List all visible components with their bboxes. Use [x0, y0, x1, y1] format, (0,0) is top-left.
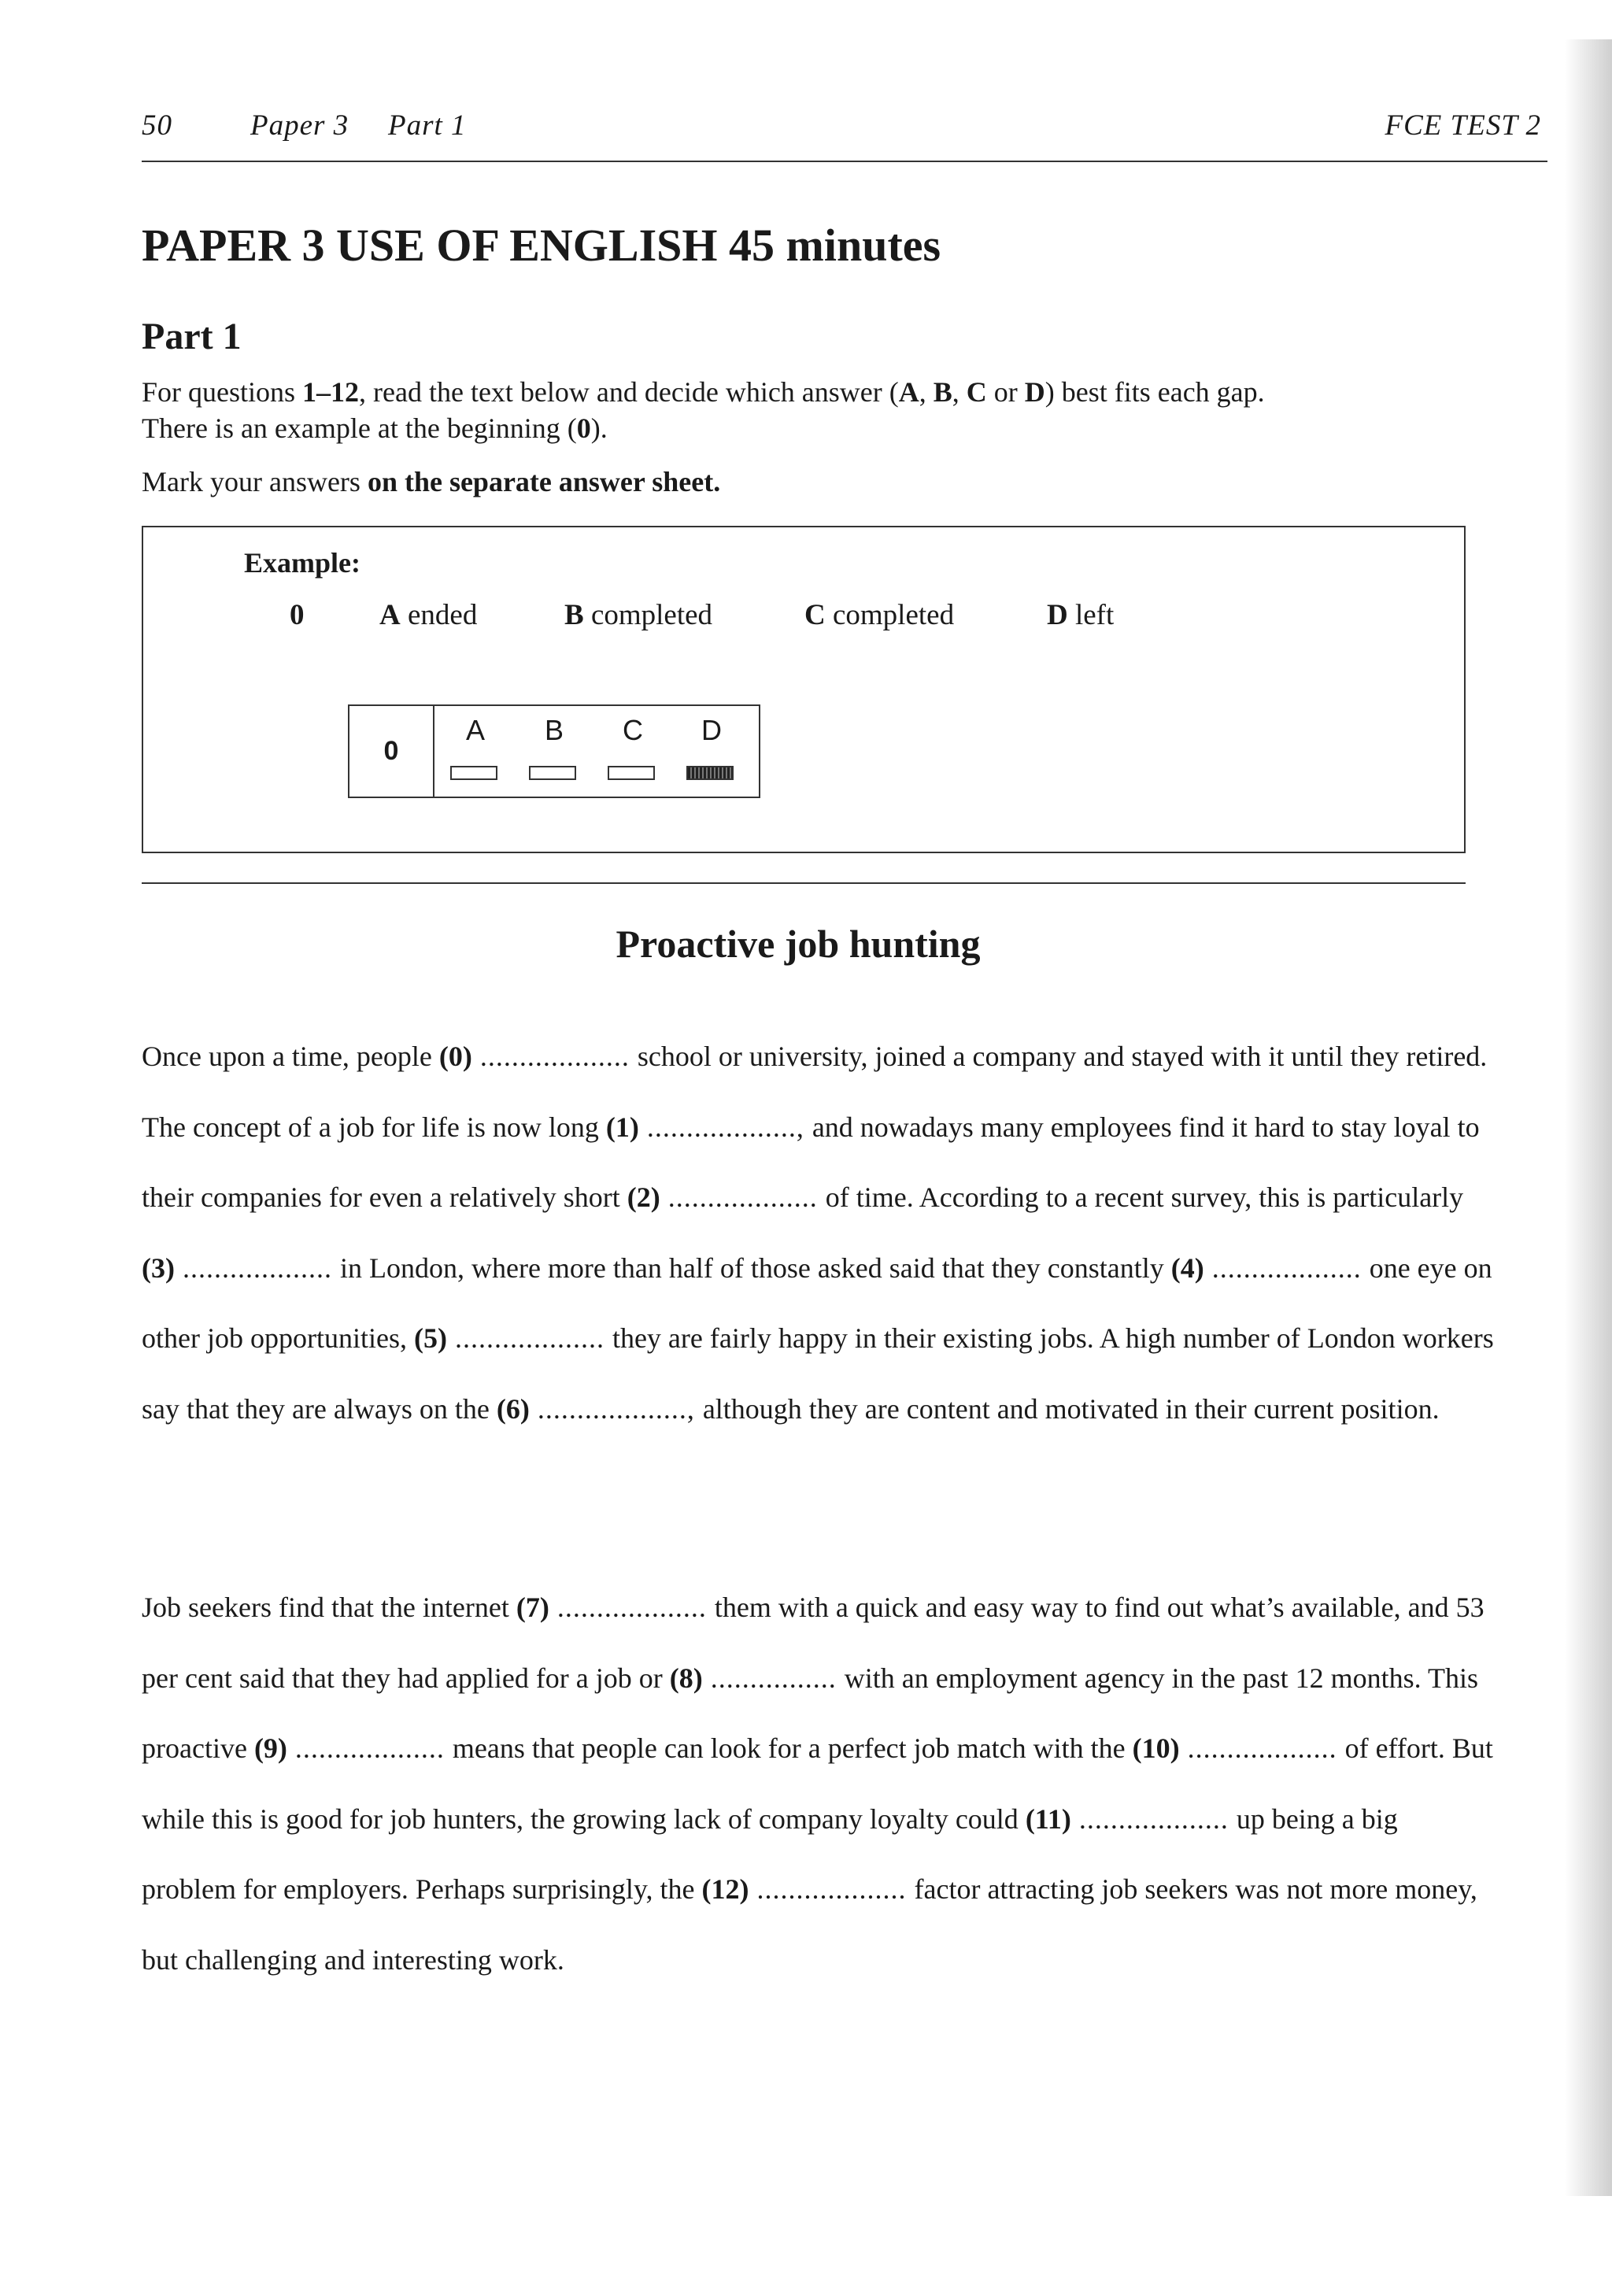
gap-dots: ................... [1070, 1802, 1237, 1835]
option-letter: B [564, 599, 584, 631]
answer-cell-b [515, 706, 593, 797]
gap-dots: ................... [1179, 1732, 1345, 1764]
option-letter: D [1024, 376, 1045, 408]
example-label: Example: [244, 547, 360, 579]
gap-dots: ................... [660, 1181, 826, 1213]
example-number: 0 [576, 412, 591, 444]
option-letter: D [1047, 599, 1068, 631]
text-title: Proactive job hunting [616, 922, 981, 966]
answer-cell-a [436, 706, 515, 797]
instruction-text: ) best fits each gap. [1044, 376, 1265, 408]
option-text: left [1074, 599, 1115, 631]
gap-dots: ................... [549, 1592, 715, 1623]
example-option-d [1047, 598, 1114, 632]
answer-bubble-b [529, 766, 576, 780]
option-text: ended [407, 599, 478, 631]
gap-dots: ................... [749, 1873, 915, 1905]
part-title: Part 1 [142, 316, 242, 357]
cloze-paragraph-1 [142, 1022, 1496, 1444]
passage-text: in London, where more than half of those asked said that they constantly [339, 1252, 1171, 1284]
gap-number: (6) [496, 1392, 530, 1425]
instruction-text: or [986, 376, 1025, 408]
passage-text: school or university, joined a company and stayed with it until they retired. The concept of a job for life is now long [142, 1041, 1488, 1143]
gap-dots: ................... [287, 1732, 453, 1764]
gap-dots: ................... [446, 1322, 612, 1354]
passage-text: Once upon a time, people [142, 1041, 439, 1072]
instruction-line-1 [142, 374, 1480, 410]
option-letter: A [379, 599, 401, 631]
passage-text: up being a big problem for employers. Perhaps surprisingly, the [142, 1802, 1398, 1905]
question-range: 1–12 [302, 376, 360, 408]
gap-number: (11) [1025, 1802, 1071, 1835]
gap-number: (10) [1132, 1732, 1180, 1764]
passage-text: means that people can look for a perfect job match with the [452, 1732, 1133, 1764]
gap-dots: ................... [1203, 1252, 1370, 1284]
answer-bubble-d-selected [686, 766, 734, 780]
instruction-text: Mark your answers [142, 466, 368, 497]
instruction-text: ). [590, 412, 608, 444]
option-text: completed [832, 599, 955, 631]
gap-dots: ..................., [638, 1111, 812, 1143]
gap-number: (1) [605, 1111, 639, 1143]
instruction-text: , read the text below and decide which answer ( [359, 376, 899, 408]
passage-text: and nowadays many employees find it hard to stay loyal to their companies for even a relatively short [142, 1111, 1480, 1213]
answer-letter: A [465, 714, 485, 746]
cloze-paragraph-2 [142, 1573, 1496, 1995]
answer-grid-number: 0 [349, 706, 434, 797]
gap-dots: ................... [471, 1041, 638, 1072]
passage-text: they are fairly happy in their existing jobs. A high number of London workers say that they are always on the [142, 1322, 1494, 1425]
page-number: 50 [142, 109, 172, 142]
example-option-a [379, 598, 477, 632]
gap-number: (9) [253, 1732, 287, 1764]
section-divider [142, 882, 1466, 884]
passage-text: one eye on other job opportunities, [142, 1252, 1492, 1354]
answer-letter: B [544, 714, 564, 746]
gap-number: (5) [413, 1322, 447, 1354]
instruction-line-2 [142, 410, 1480, 446]
passage-text: although they are content and motivated in their current position. [702, 1392, 1440, 1425]
gap-number: (8) [669, 1662, 703, 1694]
page-edge-shadow [1565, 39, 1612, 2196]
gap-dots: ................ [702, 1662, 845, 1694]
gap-number: (12) [701, 1873, 749, 1905]
gap-dots: ................... [174, 1252, 340, 1284]
option-letter: C [804, 599, 826, 631]
instruction-text: There is an example at the beginning ( [142, 412, 577, 444]
page-title: PAPER 3 USE OF ENGLISH 45 minutes [142, 220, 941, 271]
passage-text: of time. According to a recent survey, this is particularly [825, 1181, 1464, 1213]
option-letter: C [966, 376, 987, 408]
gap-number: (0) [438, 1041, 472, 1072]
answer-letter: D [701, 714, 722, 746]
gap-dots: ..................., [529, 1392, 703, 1425]
header-test: FCE TEST 2 [1385, 109, 1541, 142]
example-option-b [564, 598, 712, 632]
instruction-text: , [919, 376, 934, 408]
answer-sheet-note: on the separate answer sheet. [367, 466, 721, 497]
option-letter: A [898, 376, 919, 408]
answer-cell-d [672, 706, 751, 797]
gap-number: (7) [516, 1592, 549, 1623]
gap-number: (3) [142, 1252, 175, 1284]
example-options [143, 598, 1464, 638]
passage-text: them with a quick and easy way to find out what’s available, and 53 per cent said that they had applied for a job or [142, 1592, 1484, 1694]
passage-text: of effort. But while this is good for job hunters, the growing lack of company loyalty could [142, 1732, 1493, 1835]
running-header [142, 109, 1547, 146]
example-option-c [804, 598, 954, 632]
option-letter: B [933, 376, 952, 408]
header-part: Part 1 [388, 109, 467, 142]
instructions [142, 374, 1480, 500]
passage-text: with an employment agency in the past 12 months. This proactive [142, 1662, 1478, 1764]
instruction-text: For questions [142, 376, 303, 408]
passage-text: Job seekers find that the internet [142, 1592, 516, 1623]
answer-cell-c [593, 706, 672, 797]
answer-letter: C [623, 714, 643, 746]
instruction-text: , [952, 376, 967, 408]
example-answer-grid [348, 704, 760, 798]
example-box [142, 526, 1466, 853]
instruction-mark-answers [142, 464, 1480, 500]
answer-bubble-c [608, 766, 655, 780]
header-divider [142, 161, 1547, 162]
gap-number: (2) [627, 1181, 660, 1213]
passage-text: factor attracting job seekers was not more money, but challenging and interesting work. [142, 1873, 1477, 1976]
gap-number: (4) [1170, 1252, 1204, 1284]
example-question-number: 0 [290, 599, 305, 631]
answer-bubble-a [450, 766, 497, 780]
header-paper: Paper 3 [250, 109, 349, 142]
option-text: completed [590, 599, 713, 631]
